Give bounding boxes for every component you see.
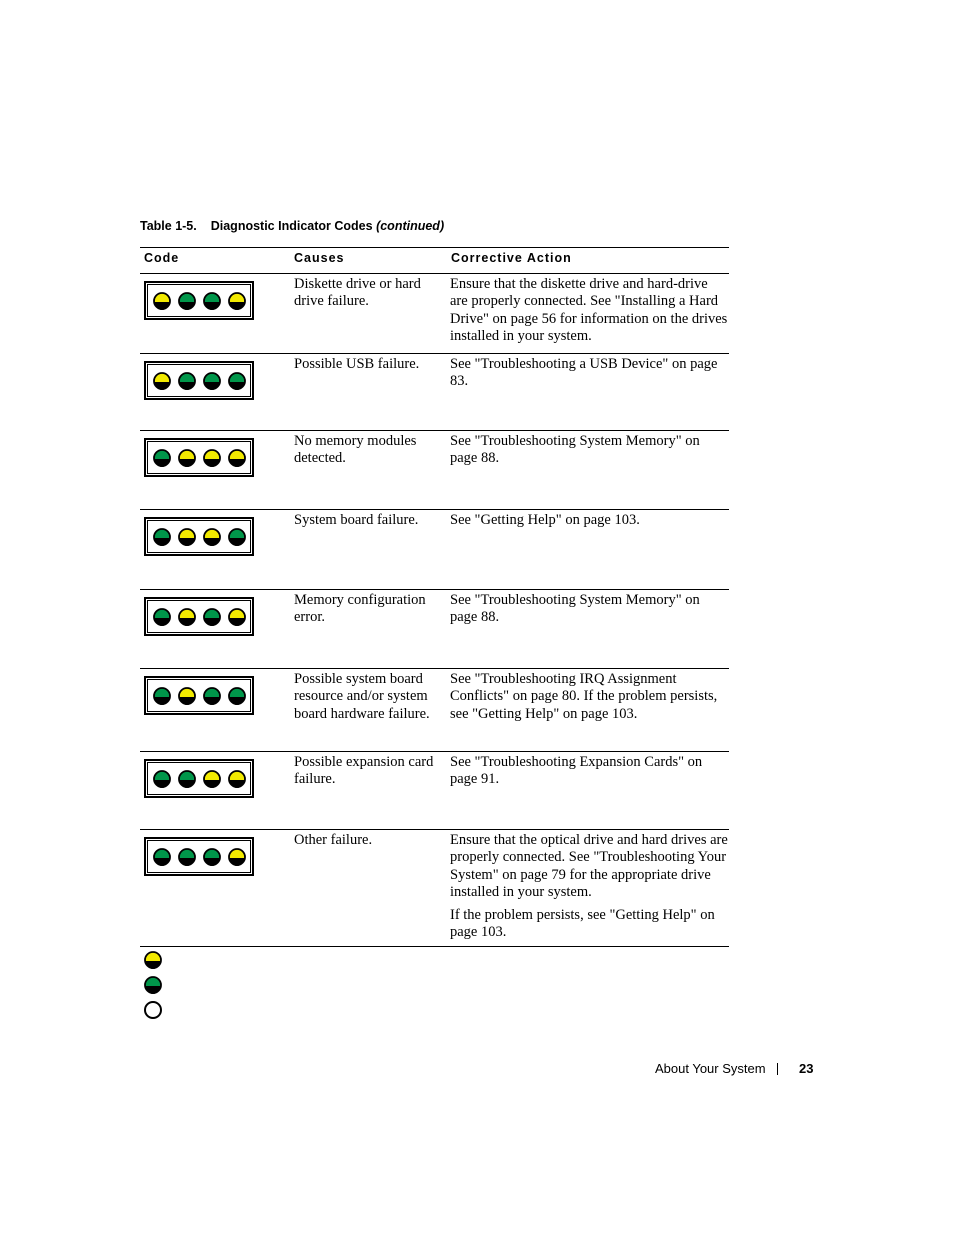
legend-green-light-icon — [143, 975, 163, 995]
yellow-light-icon — [229, 609, 245, 626]
header-corrective-action: Corrective Action — [451, 251, 572, 265]
green-light-icon — [204, 373, 220, 390]
green-light-icon — [179, 771, 195, 788]
green-light-icon — [179, 849, 195, 866]
corrective-action-text: Ensure that the optical drive and hard drives are properly connected. See "Troubleshooting Your System" on page 79 for the appropriate drive installed in your system. — [450, 832, 728, 900]
corrective-action — [450, 592, 728, 632]
corrective-action-text: See "Troubleshooting System Memory" on page 88. — [450, 433, 700, 467]
yellow-light-icon — [179, 450, 195, 467]
green-light-icon — [204, 609, 220, 626]
diagnostic-light-panel — [144, 837, 254, 876]
green-light-icon — [154, 688, 170, 705]
table-number: Table 1-5. — [140, 219, 197, 233]
table-row — [140, 752, 729, 830]
diagnostic-light-panel — [144, 361, 254, 400]
corrective-action — [450, 512, 728, 535]
cause-text: Other failure. — [294, 832, 373, 848]
table-header — [140, 247, 729, 274]
table-body — [140, 274, 729, 947]
yellow-light-icon — [204, 529, 220, 546]
light-pattern-icon — [146, 678, 252, 713]
header-causes: Causes — [294, 251, 345, 265]
diagnostic-codes-table — [140, 247, 729, 947]
yellow-light-icon — [179, 609, 195, 626]
cause-text: Possible system board resource and/or system board hardware failure. — [294, 671, 430, 722]
green-light-icon — [229, 688, 245, 705]
diagnostic-light-panel — [144, 281, 254, 320]
diagnostic-light-panel — [144, 517, 254, 556]
corrective-action — [450, 276, 728, 351]
diagnostic-light-panel — [144, 676, 254, 715]
corrective-action-text: See "Getting Help" on page 103. — [450, 512, 640, 528]
table-row — [140, 510, 729, 590]
light-pattern-icon — [146, 440, 252, 475]
yellow-light-icon — [229, 450, 245, 467]
corrective-action-text: If the problem persists, see "Getting Help" on page 103. — [450, 906, 715, 940]
green-light-icon — [179, 293, 195, 310]
page-number: 23 — [799, 1061, 814, 1076]
corrective-action — [450, 356, 728, 396]
table-row — [140, 830, 729, 947]
yellow-light-icon — [179, 688, 195, 705]
table-row — [140, 669, 729, 752]
yellow-light-icon — [154, 293, 170, 310]
cause-text: Possible expansion card failure. — [294, 754, 434, 788]
cause-text: Diskette drive or hard drive failure. — [294, 276, 421, 310]
table-row — [140, 354, 729, 431]
diagnostic-light-panel — [144, 597, 254, 636]
table-row — [140, 590, 729, 669]
green-light-icon — [154, 849, 170, 866]
legend-off-light-icon — [143, 1000, 163, 1020]
green-light-icon — [204, 293, 220, 310]
yellow-light-icon — [204, 450, 220, 467]
diagnostic-light-panel — [144, 759, 254, 798]
light-pattern-icon — [146, 839, 252, 874]
light-pattern-icon — [146, 761, 252, 796]
green-light-icon — [229, 373, 245, 390]
green-light-icon — [204, 688, 220, 705]
table-title: Diagnostic Indicator Codes — [210, 219, 373, 233]
corrective-action-text: See "Troubleshooting a USB Device" on page 83. — [450, 356, 718, 390]
yellow-light-icon — [229, 771, 245, 788]
cause-text: System board failure. — [294, 512, 419, 528]
footer-section-title: About Your System — [655, 1061, 766, 1076]
cause-text: No memory modules detected. — [294, 433, 417, 467]
header-code: Code — [144, 251, 180, 265]
corrective-action-text: See "Troubleshooting Expansion Cards" on page 91. — [450, 754, 703, 788]
corrective-action — [450, 433, 728, 473]
yellow-light-icon — [179, 529, 195, 546]
corrective-action-text: Ensure that the diskette drive and hard-drive are properly connected. See "Installing a Hard Drive" on page 56 for information on the drives installed in your system. — [450, 276, 728, 344]
corrective-action-text: See "Troubleshooting IRQ Assignment Conflicts" on page 80. If the problem persists, see "Getting Help" on page 103. — [450, 671, 718, 722]
light-pattern-icon — [146, 283, 252, 318]
yellow-light-icon — [229, 849, 245, 866]
footer-separator — [777, 1063, 778, 1075]
corrective-action — [450, 754, 728, 794]
green-light-icon — [154, 450, 170, 467]
yellow-light-icon — [229, 293, 245, 310]
light-pattern-icon — [146, 599, 252, 634]
corrective-action — [450, 671, 728, 728]
yellow-light-icon — [154, 373, 170, 390]
green-light-icon — [154, 609, 170, 626]
yellow-light-icon — [204, 771, 220, 788]
diagnostic-light-panel — [144, 438, 254, 477]
corrective-action-text: See "Troubleshooting System Memory" on page 88. — [450, 592, 700, 626]
light-pattern-icon — [146, 519, 252, 554]
corrective-action — [450, 832, 728, 947]
cause-text: Possible USB failure. — [294, 356, 420, 372]
light-legend — [143, 950, 163, 1025]
cause-text: Memory configuration error. — [294, 592, 426, 626]
green-light-icon — [154, 771, 170, 788]
green-light-icon — [229, 529, 245, 546]
table-caption — [140, 219, 444, 233]
green-light-icon — [204, 849, 220, 866]
table-continued: (continued) — [376, 219, 445, 233]
table-row — [140, 274, 729, 354]
green-light-icon — [179, 373, 195, 390]
light-pattern-icon — [146, 363, 252, 398]
table-row — [140, 431, 729, 510]
green-light-icon — [154, 529, 170, 546]
legend-yellow-light-icon — [143, 950, 163, 970]
